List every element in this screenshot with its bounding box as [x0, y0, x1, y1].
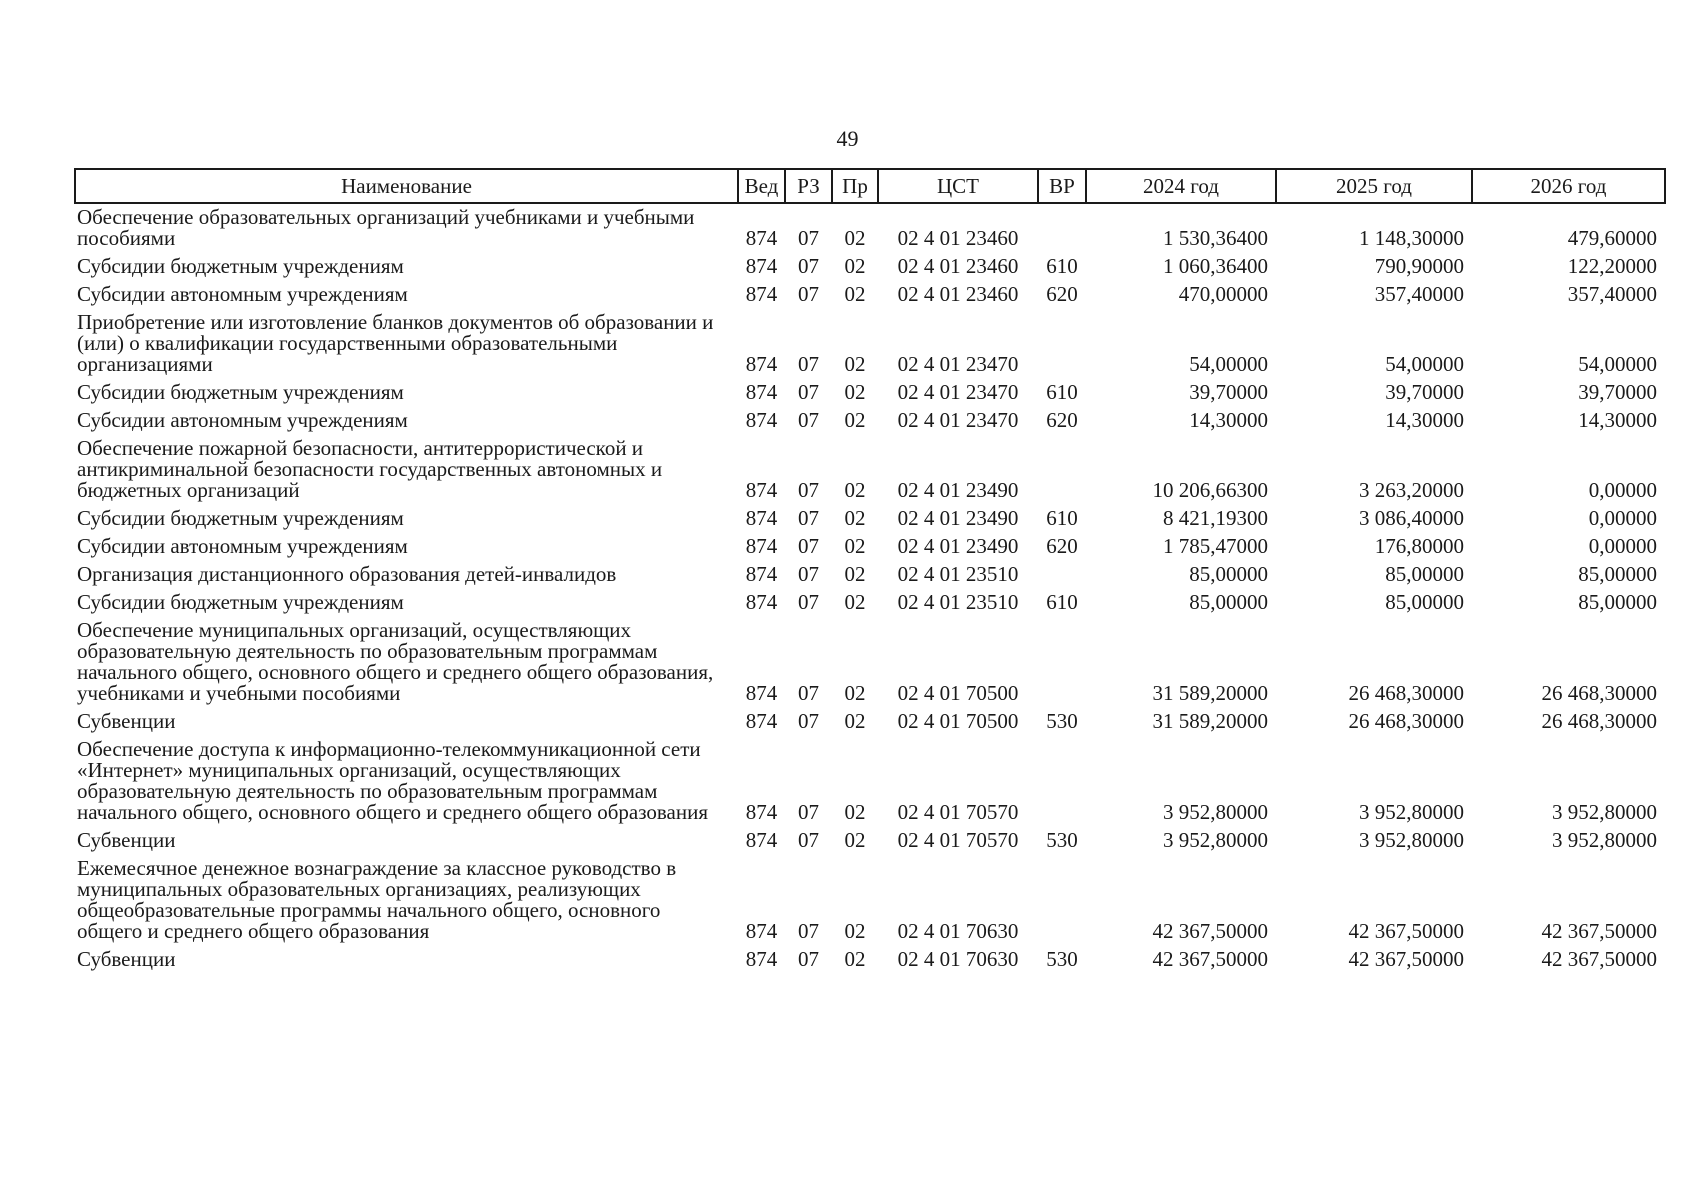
- cell-2024: 31 589,20000: [1152, 709, 1268, 733]
- cell-2024: 85,00000: [1189, 562, 1268, 586]
- cell-rz: 07: [798, 254, 819, 278]
- table-row: [75, 203, 1665, 253]
- cell-ved: 874: [745, 282, 778, 306]
- cell-2026: 26 468,30000: [1541, 681, 1657, 705]
- cell-pr: 02: [844, 534, 866, 558]
- cell-2024: 1 785,47000: [1163, 534, 1268, 558]
- cell-name: Организация дистанционного образования детей-инвалидов: [77, 562, 617, 586]
- cell-vr: 610: [1046, 254, 1078, 278]
- header-row: [75, 169, 1665, 203]
- cell-2026: 42 367,50000: [1541, 947, 1657, 971]
- cell-name: Субвенции: [77, 947, 176, 971]
- cell-2026: 85,00000: [1578, 590, 1657, 614]
- table-row: [75, 253, 1665, 281]
- header-rz: РЗ: [785, 169, 832, 203]
- cell-cst: 02 4 01 70570: [897, 800, 1019, 824]
- cell-ved: 874: [745, 681, 778, 705]
- cell-2024: 14,30000: [1189, 408, 1268, 432]
- cell-2024: 31 589,20000: [1152, 681, 1268, 705]
- table-row: [75, 505, 1665, 533]
- cell-rz: 07: [798, 919, 819, 943]
- budget-table: [74, 168, 1666, 974]
- cell-rz: 07: [798, 408, 819, 432]
- cell-name: Субсидии бюджетным учреждениям: [77, 506, 404, 530]
- cell-cst: 02 4 01 23490: [897, 506, 1019, 530]
- cell-pr: 02: [844, 562, 866, 586]
- cell-ved: 874: [745, 534, 778, 558]
- table-row: [75, 435, 1665, 505]
- cell-rz: 07: [798, 709, 819, 733]
- table-row: [75, 589, 1665, 617]
- table-row: [75, 533, 1665, 561]
- table-row: [75, 736, 1665, 827]
- table-header: [75, 169, 1665, 203]
- cell-pr: 02: [844, 709, 866, 733]
- header-cst: ЦСТ: [878, 169, 1038, 203]
- cell-cst: 02 4 01 70500: [897, 681, 1019, 705]
- cell-vr: [1038, 617, 1086, 708]
- cell-cst: 02 4 01 23510: [897, 562, 1019, 586]
- cell-name: Обеспечение муниципальных организаций, осуществляющих образовательную деятельность по образовательным программам начального общего, основного общего и среднего общего образования, учебниками и учебными пособиями: [77, 618, 714, 705]
- cell-pr: 02: [844, 478, 866, 502]
- cell-cst: 02 4 01 23470: [897, 408, 1019, 432]
- cell-name: Субсидии автономным учреждениям: [77, 408, 408, 432]
- cell-ved: 874: [745, 947, 778, 971]
- cell-pr: 02: [844, 506, 866, 530]
- cell-vr: [1038, 561, 1086, 589]
- header-pr: Пр: [832, 169, 878, 203]
- cell-ved: 874: [745, 408, 778, 432]
- page-number: 49: [836, 126, 859, 151]
- cell-2025: 3 263,20000: [1359, 478, 1464, 502]
- cell-ved: 874: [745, 590, 778, 614]
- cell-pr: 02: [844, 254, 866, 278]
- cell-2025: 39,70000: [1385, 380, 1464, 404]
- cell-pr: 02: [844, 947, 866, 971]
- cell-ved: 874: [745, 828, 778, 852]
- cell-ved: 874: [745, 352, 778, 376]
- header-ved: Вед: [738, 169, 785, 203]
- cell-cst: 02 4 01 23510: [897, 590, 1019, 614]
- cell-cst: 02 4 01 70630: [897, 947, 1019, 971]
- cell-2026: 357,40000: [1567, 282, 1657, 306]
- cell-2024: 54,00000: [1189, 352, 1268, 376]
- cell-2025: 26 468,30000: [1348, 709, 1464, 733]
- cell-2026: 122,20000: [1567, 254, 1657, 278]
- table-row: [75, 708, 1665, 736]
- cell-pr: 02: [844, 828, 866, 852]
- cell-name: Приобретение или изготовление бланков документов об образовании и (или) о квалификации государственными образовательными организациями: [77, 310, 714, 376]
- cell-ved: 874: [745, 562, 778, 586]
- table-row: [75, 379, 1665, 407]
- cell-vr: [1038, 435, 1086, 505]
- cell-name: Субвенции: [77, 828, 176, 852]
- table-row: [75, 827, 1665, 855]
- cell-vr: 610: [1046, 380, 1078, 404]
- cell-rz: 07: [798, 828, 819, 852]
- cell-cst: 02 4 01 23470: [897, 380, 1019, 404]
- cell-2026: 54,00000: [1578, 352, 1657, 376]
- cell-pr: 02: [844, 352, 866, 376]
- cell-2025: 3 952,80000: [1359, 800, 1464, 824]
- cell-vr: 530: [1046, 828, 1078, 852]
- cell-2024: 3 952,80000: [1163, 800, 1268, 824]
- cell-2026: 479,60000: [1567, 226, 1657, 250]
- cell-ved: 874: [745, 506, 778, 530]
- cell-name: Субсидии бюджетным учреждениям: [77, 590, 404, 614]
- cell-2024: 470,00000: [1178, 282, 1268, 306]
- cell-2025: 85,00000: [1385, 562, 1464, 586]
- cell-ved: 874: [745, 919, 778, 943]
- cell-vr: [1038, 203, 1086, 253]
- cell-2025: 42 367,50000: [1348, 947, 1464, 971]
- cell-2026: 0,00000: [1588, 478, 1657, 502]
- cell-ved: 874: [745, 478, 778, 502]
- table-row: [75, 281, 1665, 309]
- cell-name: Обеспечение пожарной безопасности, антитеррористической и антикриминальной безопасности государственных автономных и бюджетных организаций: [77, 436, 663, 502]
- cell-2024: 42 367,50000: [1152, 947, 1268, 971]
- cell-2026: 14,30000: [1578, 408, 1657, 432]
- cell-cst: 02 4 01 23490: [897, 534, 1019, 558]
- cell-rz: 07: [798, 282, 819, 306]
- cell-2024: 8 421,19300: [1163, 506, 1268, 530]
- cell-name: Субвенции: [77, 709, 176, 733]
- header-2024: 2024 год: [1086, 169, 1276, 203]
- cell-vr: [1038, 309, 1086, 379]
- cell-2024: 10 206,66300: [1152, 478, 1268, 502]
- cell-name: Обеспечение доступа к информационно-телекоммуникационной сети «Интернет» муниципальных организаций, осуществляющих образовательную деятельность по образовательным программам начального общего, основного общего и среднего общего образования: [77, 737, 709, 824]
- cell-2026: 0,00000: [1588, 534, 1657, 558]
- cell-vr: 620: [1046, 282, 1078, 306]
- cell-pr: 02: [844, 408, 866, 432]
- header-vr: ВР: [1038, 169, 1086, 203]
- cell-2025: 14,30000: [1385, 408, 1464, 432]
- cell-rz: 07: [798, 681, 819, 705]
- cell-2024: 42 367,50000: [1152, 919, 1268, 943]
- cell-2024: 39,70000: [1189, 380, 1268, 404]
- cell-2026: 42 367,50000: [1541, 919, 1657, 943]
- cell-2026: 0,00000: [1588, 506, 1657, 530]
- cell-cst: 02 4 01 23470: [897, 352, 1019, 376]
- cell-2024: 1 530,36400: [1163, 226, 1268, 250]
- cell-rz: 07: [798, 352, 819, 376]
- cell-2024: 85,00000: [1189, 590, 1268, 614]
- cell-vr: 530: [1046, 947, 1078, 971]
- cell-rz: 07: [798, 226, 819, 250]
- cell-cst: 02 4 01 23460: [897, 254, 1019, 278]
- cell-cst: 02 4 01 23460: [897, 282, 1019, 306]
- cell-name: Субсидии бюджетным учреждениям: [77, 380, 404, 404]
- cell-vr: 610: [1046, 506, 1078, 530]
- cell-pr: 02: [844, 919, 866, 943]
- cell-2025: 1 148,30000: [1359, 226, 1464, 250]
- table-row: [75, 407, 1665, 435]
- header-name: Наименование: [75, 169, 738, 203]
- cell-vr: [1038, 736, 1086, 827]
- cell-rz: 07: [798, 478, 819, 502]
- cell-2025: 85,00000: [1385, 590, 1464, 614]
- cell-2025: 54,00000: [1385, 352, 1464, 376]
- cell-ved: 874: [745, 226, 778, 250]
- table-row: [75, 309, 1665, 379]
- cell-2026: 39,70000: [1578, 380, 1657, 404]
- cell-rz: 07: [798, 562, 819, 586]
- cell-pr: 02: [844, 800, 866, 824]
- cell-2026: 26 468,30000: [1541, 709, 1657, 733]
- cell-vr: 610: [1046, 590, 1078, 614]
- cell-pr: 02: [844, 681, 866, 705]
- table-row: [75, 946, 1665, 974]
- cell-vr: [1038, 855, 1086, 946]
- cell-pr: 02: [844, 282, 866, 306]
- cell-name: Обеспечение образовательных организаций учебниками и учебными пособиями: [77, 205, 695, 250]
- cell-2025: 3 086,40000: [1359, 506, 1464, 530]
- cell-2025: 3 952,80000: [1359, 828, 1464, 852]
- cell-pr: 02: [844, 226, 866, 250]
- cell-vr: 530: [1046, 709, 1078, 733]
- header-2025: 2025 год: [1276, 169, 1472, 203]
- cell-name: Субсидии бюджетным учреждениям: [77, 254, 404, 278]
- cell-2024: 1 060,36400: [1163, 254, 1268, 278]
- cell-vr: 620: [1046, 408, 1078, 432]
- cell-2026: 85,00000: [1578, 562, 1657, 586]
- cell-ved: 874: [745, 709, 778, 733]
- header-2026: 2026 год: [1472, 169, 1665, 203]
- cell-2026: 3 952,80000: [1552, 800, 1657, 824]
- cell-rz: 07: [798, 380, 819, 404]
- cell-rz: 07: [798, 590, 819, 614]
- cell-rz: 07: [798, 534, 819, 558]
- cell-2025: 42 367,50000: [1348, 919, 1464, 943]
- table-row: [75, 617, 1665, 708]
- cell-cst: 02 4 01 70630: [897, 919, 1019, 943]
- cell-vr: 620: [1046, 534, 1078, 558]
- cell-cst: 02 4 01 70500: [897, 709, 1019, 733]
- cell-cst: 02 4 01 23460: [897, 226, 1019, 250]
- table-row: [75, 561, 1665, 589]
- cell-ved: 874: [745, 254, 778, 278]
- table-row: [75, 855, 1665, 946]
- cell-2025: 26 468,30000: [1348, 681, 1464, 705]
- cell-2025: 357,40000: [1374, 282, 1464, 306]
- cell-2024: 3 952,80000: [1163, 828, 1268, 852]
- cell-pr: 02: [844, 590, 866, 614]
- cell-cst: 02 4 01 70570: [897, 828, 1019, 852]
- cell-name: Субсидии автономным учреждениям: [77, 534, 408, 558]
- cell-ved: 874: [745, 380, 778, 404]
- cell-2026: 3 952,80000: [1552, 828, 1657, 852]
- cell-ved: 874: [745, 800, 778, 824]
- table-body: [75, 203, 1665, 974]
- cell-rz: 07: [798, 800, 819, 824]
- cell-2025: 176,80000: [1374, 534, 1464, 558]
- cell-rz: 07: [798, 506, 819, 530]
- cell-name: Субсидии автономным учреждениям: [77, 282, 408, 306]
- cell-name: Ежемесячное денежное вознаграждение за классное руководство в муниципальных образовательных организациях, реализующих общеобразовательные программы начального общего, основного общего и среднего общего образования: [77, 856, 677, 943]
- cell-cst: 02 4 01 23490: [897, 478, 1019, 502]
- cell-rz: 07: [798, 947, 819, 971]
- cell-pr: 02: [844, 380, 866, 404]
- cell-2025: 790,90000: [1374, 254, 1464, 278]
